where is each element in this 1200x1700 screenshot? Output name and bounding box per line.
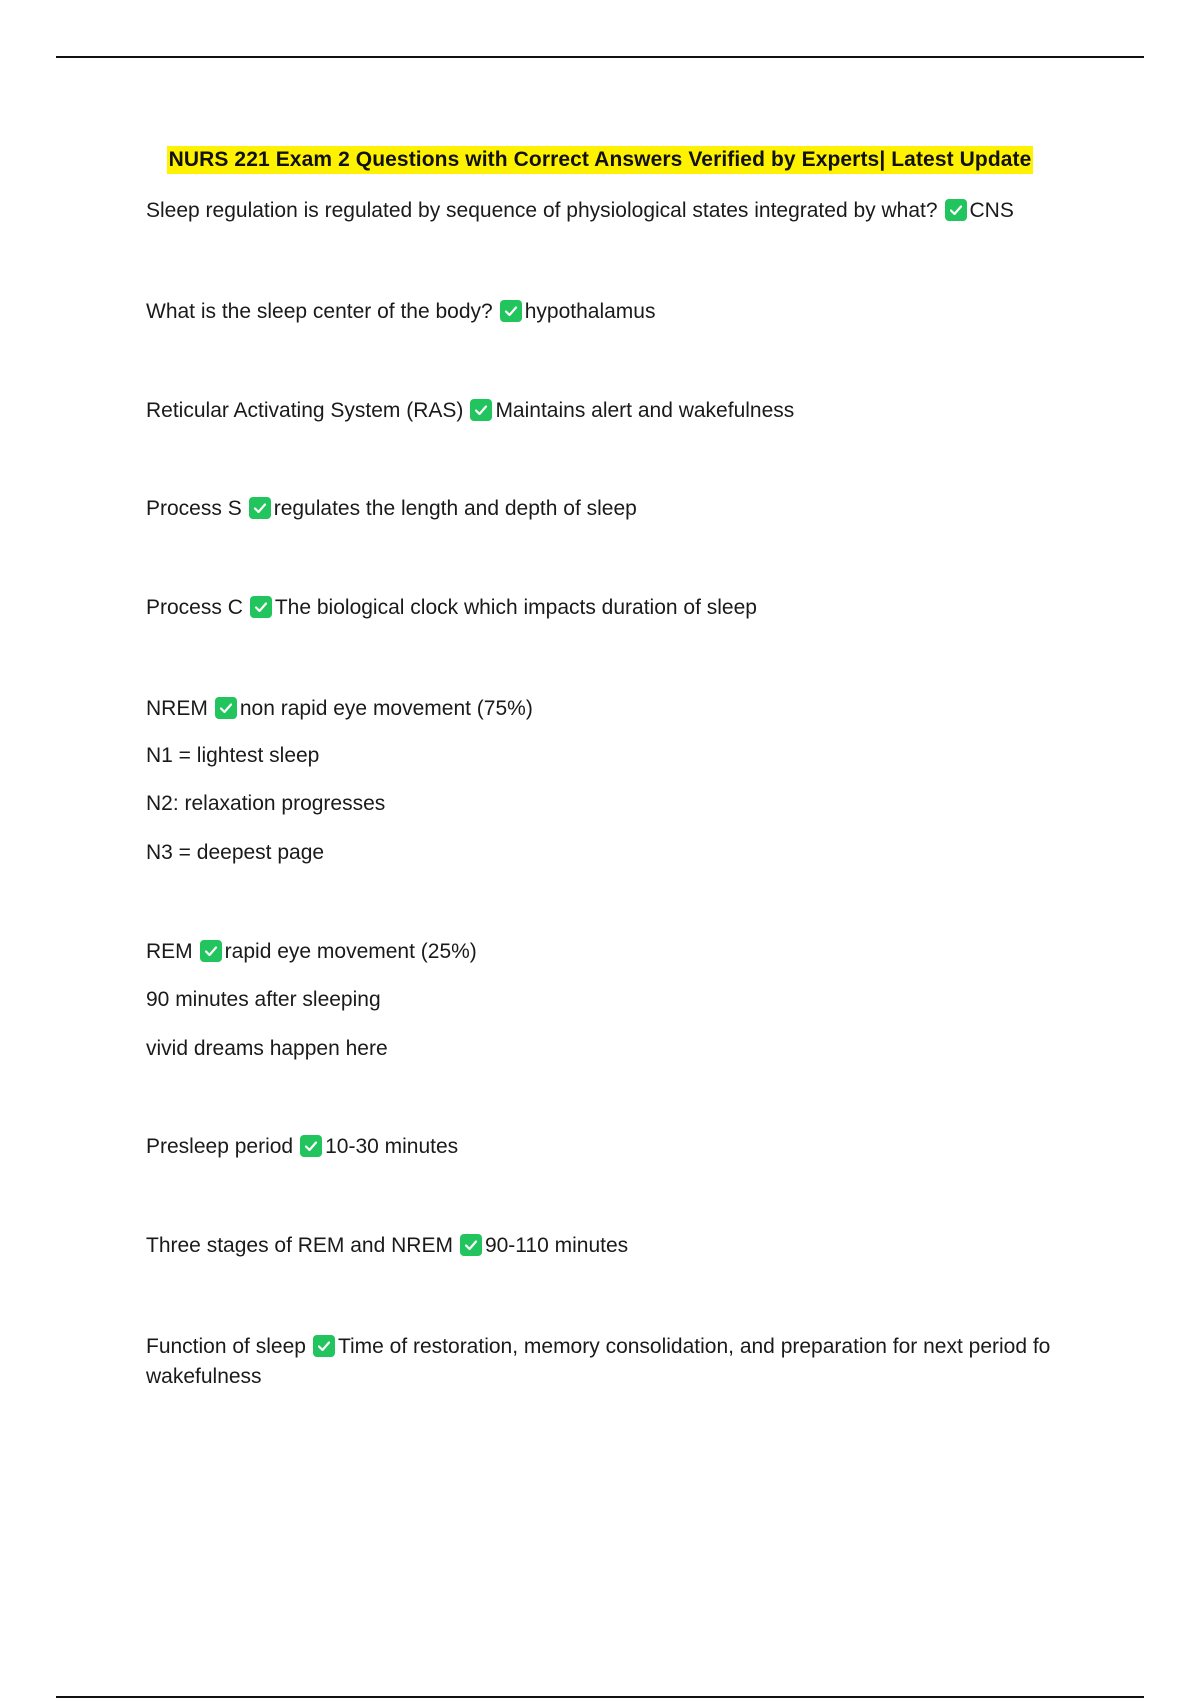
detail-line: N1 = lightest sleep [146,744,320,767]
answer-text: The biological clock which impacts duration of sleep [274,596,757,619]
detail-line: 90 minutes after sleeping [146,988,381,1011]
qa-item [146,196,1066,226]
question-text: Process S [146,497,242,520]
detail-line: N2: relaxation progresses [146,792,386,815]
qa-item [146,593,1066,623]
footer-rule [56,1696,1144,1698]
check-box-icon [945,199,967,221]
question-text: Reticular Activating System (RAS) [146,399,464,422]
check-box-icon [300,1135,322,1157]
question-text: Three stages of REM and NREM [146,1234,453,1257]
question-text: Process C [146,596,243,619]
answer-text: Time of restoration, memory consolidation, and preparation for next period fo wakefulness [146,1335,1051,1388]
answer-text: rapid eye movement (25%) [224,940,477,963]
question-text: Function of sleep [146,1335,306,1358]
question-text: Sleep regulation is regulated by sequence of physiological states integrated by what? [146,199,938,222]
qa-item [146,1332,1066,1392]
title-container [0,146,1200,174]
qa-item [146,396,1066,426]
answer-text: non rapid eye movement (75%) [239,697,533,720]
qa-item [146,1132,1066,1162]
check-box-icon [313,1335,335,1357]
detail-line: vivid dreams happen here [146,1037,388,1060]
page-title: NURS 221 Exam 2 Questions with Correct Answers Verified by Experts| Latest Update [167,146,1034,174]
answer-text: hypothalamus [524,300,656,323]
qa-item [146,494,1066,524]
check-box-icon [200,940,222,962]
check-box-icon [500,300,522,322]
question-text: REM [146,940,193,963]
answer-text: 90-110 minutes [484,1234,629,1257]
question-text: NREM [146,697,208,720]
answer-text: CNS [969,199,1014,222]
check-box-icon [250,596,272,618]
check-box-icon [460,1234,482,1256]
answer-text: 10-30 minutes [325,1135,459,1158]
check-box-icon [215,697,237,719]
question-text: What is the sleep center of the body? [146,300,493,323]
qa-item [146,937,1066,967]
check-box-icon [470,399,492,421]
answer-text: regulates the length and depth of sleep [273,497,637,520]
qa-item [146,297,1066,327]
qa-item [146,694,1066,724]
question-text: Presleep period [146,1135,294,1158]
header-rule [56,56,1144,58]
detail-line: N3 = deepest page [146,841,325,864]
qa-item [146,1231,1066,1261]
answer-text: Maintains alert and wakefulness [495,399,795,422]
check-box-icon [249,497,271,519]
